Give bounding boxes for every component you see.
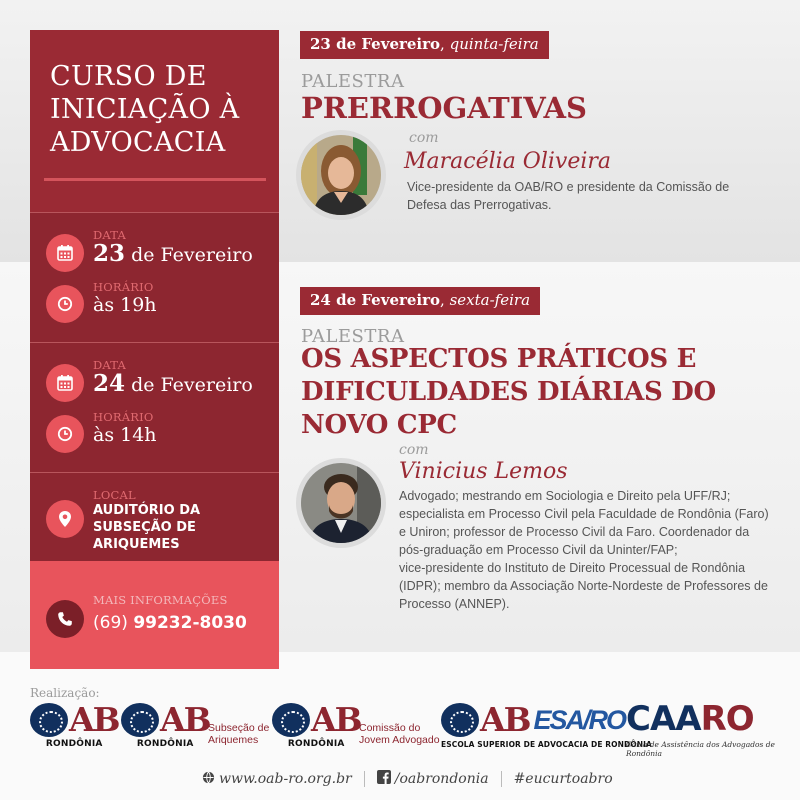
caption-line: Ariquemes [208,734,259,746]
phone-area-code: (69) [93,613,128,633]
calendar-icon [46,234,84,272]
link-separator [501,771,502,787]
contact-phone[interactable] [93,613,247,633]
oab-letters: AB [311,700,361,739]
oab-subtitle: RONDÔNIA [136,739,194,749]
caption-line: Comissão do [359,722,421,734]
talk-1-kicker: PALESTRA [301,71,405,92]
caaro-word-a: CAA [626,699,701,739]
location-text [93,502,279,553]
oab-letters: AB [480,700,530,739]
talk-date: 24 de Fevereiro [310,291,441,309]
session-month: de Fevereiro [131,374,253,396]
oab-jovem-caption [359,722,440,746]
course-title-line: ADVOCACIA [50,127,226,158]
time-label: HORÁRIO [93,410,154,424]
clock-icon [46,415,84,453]
oab-globe-icon [30,703,68,737]
bio-line: vice-presidente do Instituto de Direito Processual de Rondônia [399,561,746,575]
location-line: AUDITÓRIO DA [93,503,201,518]
hashtag-link[interactable]: #eucurtoabro [513,771,613,787]
bio-line: Advogado; mestrando em Sociologia e Direito pela UFF/RJ; [399,489,731,503]
session-day: 23 [93,240,126,267]
esa-ro-text: ESA/RO [533,705,626,735]
realization-label: Realização: [30,686,100,700]
oab-mark [121,702,210,738]
oab-subtitle: RONDÔNIA [45,739,103,749]
speaker-2-with: com [399,442,429,458]
oab-ariquemes-logo [121,702,210,749]
talk-title-line: NOVO CPC [301,410,457,440]
location-label: LOCAL [93,488,136,502]
oab-ariquemes-caption [208,722,269,746]
contact-block [30,561,279,669]
phone-number: 99232-8030 [133,613,247,633]
oab-globe-icon [441,703,479,737]
talk-title-line: OS ASPECTOS PRÁTICOS E [301,344,697,374]
caaro-word-b: RO [700,699,754,739]
speaker-1-name: Maracélia Oliveira [404,149,612,174]
globe-icon [202,771,215,788]
talk-weekday: sexta-feira [449,291,531,309]
website-link[interactable]: www.oab-ro.org.br [219,771,352,787]
talk-2-kicker: PALESTRA [301,326,405,347]
session-day: 24 [93,370,126,397]
speaker-1-bio [407,178,729,214]
esa-ro-logo [441,702,652,749]
session-time: às 19h [93,294,157,316]
oab-letters: AB [160,700,210,739]
session-2-block [30,342,279,472]
caption-line: Jovem Advogado [359,734,440,746]
bio-line: pós-graduação em Processo Civil da Uninter/FAP; [399,543,678,557]
talk-weekday: quinta-feira [449,35,539,53]
oab-mark [30,702,119,738]
title-divider [44,178,266,181]
date-label: DATA [93,358,127,372]
session-date [93,240,253,267]
location-block [30,472,279,561]
bio-line: e Uniron; professor de Processo Civil da Faro. Coordenador da [399,525,750,539]
speaker-2-name: Vinicius Lemos [399,459,568,484]
session-month: de Fevereiro [131,244,253,266]
facebook-icon [377,770,391,788]
talk-2-title [301,343,716,442]
oab-rondonia-logo [30,702,119,749]
session-date [93,370,253,397]
talk-title-line: DIFICULDADES DIÁRIAS DO [301,377,716,407]
contact-label: MAIS INFORMAÇÕES [93,593,228,607]
talk-1-title [301,91,587,125]
bio-line: Processo (ANNEP). [399,597,510,611]
caaro-subtitle: Caixa de Assistência dos Advogados de Rondônia [626,740,775,758]
bio-line: especialista em Processo Civil pela Faculdade de Rondônia (Faro) [399,507,769,521]
esa-subtitle: ESCOLA SUPERIOR DE ADVOCACIA DE RONDÔNIA [441,740,652,749]
bio-line: Vice-presidente da OAB/RO e presidente da Comissão de [407,180,730,194]
oab-mark [272,702,361,738]
oab-globe-icon [121,703,159,737]
course-title-line: CURSO DE [50,61,207,92]
caaro-logo [626,700,800,758]
footer-links [202,770,613,788]
location-pin-icon [46,500,84,538]
session-time: às 14h [93,424,157,446]
course-title-line: INICIAÇÃO À [50,94,240,125]
phone-icon [46,600,84,638]
caption-line: Subseção de [208,722,270,734]
talk-title-line: PRERROGATIVAS [301,91,587,125]
facebook-link[interactable]: /oabrondonia [394,771,489,787]
speaker-2-photo [301,463,381,543]
speaker-1-photo [301,135,381,215]
talk-date: 23 de Fevereiro [310,35,441,53]
oab-subtitle: RONDÔNIA [287,739,345,749]
oab-jovem-advogado-logo [272,702,361,749]
link-separator [364,771,365,787]
oab-letters: AB [69,700,119,739]
speaker-2-avatar [296,458,386,548]
oab-globe-icon [272,703,310,737]
session-1-block [30,212,279,342]
caaro-wordmark [626,700,800,738]
talk-1-date-flag: 23 de Fevereiro, quinta-feira [300,31,549,59]
bio-line: Defesa das Prerrogativas. [407,198,552,212]
clock-icon [46,285,84,323]
talk-2-date-flag: 24 de Fevereiro, sexta-feira [300,287,540,315]
date-label: DATA [93,228,127,242]
speaker-1-avatar [296,130,386,220]
oab-mark [441,702,652,738]
course-title [50,60,269,159]
speaker-2-bio [399,487,769,613]
time-label: HORÁRIO [93,280,154,294]
course-header [30,30,279,212]
calendar-icon [46,364,84,402]
speaker-1-with: com [409,130,439,146]
course-sidebar [30,30,279,669]
location-line: SUBSEÇÃO DE ARIQUEMES [93,520,196,552]
bio-line: (IDPR); membro da Associação Norte-Nordeste de Professores de [399,579,768,593]
